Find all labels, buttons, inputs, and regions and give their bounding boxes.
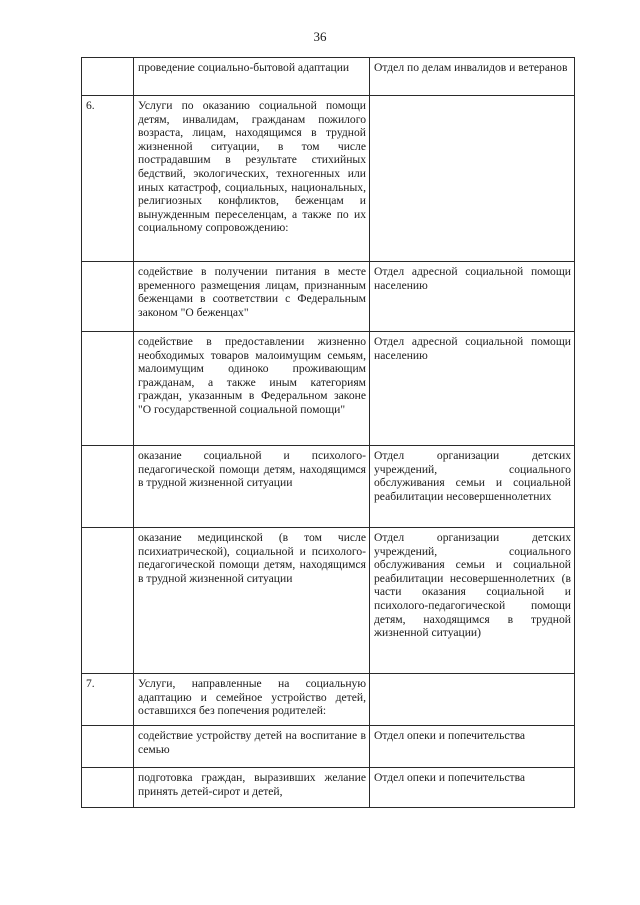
service-text: оказание медицинской (в том числе психиатрической), социальной и психолого-педагогической помощи детям, находящимся в трудной жизненной ситуации xyxy=(138,531,366,585)
table-row xyxy=(82,262,575,332)
department-cell xyxy=(370,446,575,528)
department-cell xyxy=(370,528,575,674)
row-number-cell: 7. xyxy=(82,674,134,726)
department-cell xyxy=(370,332,575,446)
row-number-cell xyxy=(82,768,134,808)
service-text: содействие в получении питания в месте временного размещения лицам, признанным беженцами в соответствии с Федеральным законом "О беженцах" xyxy=(138,265,366,319)
table-row xyxy=(82,528,575,674)
department-text: Отдел опеки и попечительства xyxy=(374,729,526,742)
department-cell xyxy=(370,768,575,808)
service-cell xyxy=(134,332,370,446)
department-text: Отдел по делам инвалидов и ветеранов xyxy=(374,61,568,74)
department-text: Отдел опеки и попечительства xyxy=(374,771,526,784)
department-text: Отдел адресной социальной помощи населению xyxy=(374,265,571,292)
department-cell xyxy=(370,262,575,332)
service-text: Услуги, направленные на социальную адаптацию и семейное устройство детей, оставшихся без попечения родителей: xyxy=(138,677,366,718)
table-row xyxy=(82,726,575,768)
row-number-cell xyxy=(82,528,134,674)
department-cell xyxy=(370,58,575,96)
service-cell xyxy=(134,768,370,808)
service-cell xyxy=(134,262,370,332)
services-table xyxy=(81,57,575,808)
service-cell xyxy=(134,674,370,726)
row-number-cell xyxy=(82,262,134,332)
service-cell xyxy=(134,726,370,768)
service-cell xyxy=(134,528,370,674)
service-cell xyxy=(134,446,370,528)
table-row xyxy=(82,446,575,528)
table-row xyxy=(82,674,575,726)
service-cell xyxy=(134,58,370,96)
row-number-cell xyxy=(82,446,134,528)
department-cell xyxy=(370,726,575,768)
service-text: содействие устройству детей на воспитание в семью xyxy=(138,729,366,756)
table-row xyxy=(82,768,575,808)
service-text: проведение социально-бытовой адаптации xyxy=(138,61,350,74)
row-number-cell xyxy=(82,332,134,446)
department-cell xyxy=(370,674,575,726)
row-number-cell xyxy=(82,726,134,768)
page-number: 36 xyxy=(313,29,327,44)
department-text: Отдел организации детских учреждений, социального обслуживания семьи и социальной реабилитации несовершеннолетних xyxy=(374,449,571,503)
row-number-cell: 6. xyxy=(82,96,134,262)
table-row xyxy=(82,96,575,262)
row-number-cell xyxy=(82,58,134,96)
department-cell xyxy=(370,96,575,262)
service-cell xyxy=(134,96,370,262)
department-text: Отдел организации детских учреждений, социального обслуживания семьи и социальной реабилитации несовершеннолетних (в части оказания социальной и психолого-педагогической помощи детям, находящимся в трудной жизненной ситуации) xyxy=(374,531,571,640)
service-text: содействие в предоставлении жизненно необходимых товаров малоимущим семьям, малоимущим одиноко проживающим гражданам, а также иным категориям граждан, указанным в Федеральном законе "О государственной социальной помощи" xyxy=(138,335,366,416)
table-row xyxy=(82,58,575,96)
service-text: Услуги по оказанию социальной помощи детям, инвалидам, гражданам пожилого возраста, лицам, находящимся в трудной жизненной ситуации, в том числе пострадавшим в результате стихийных бедствий, экологических, техногенных или иных катастроф, социальных, национальных, религиозных конфликтов, беженцам и вынужденным переселенцам, а также по их социальному сопровождению: xyxy=(138,99,366,235)
department-text: Отдел адресной социальной помощи населению xyxy=(374,335,571,362)
table-row xyxy=(82,332,575,446)
service-text: подготовка граждан, выразивших желание принять детей-сирот и детей, xyxy=(138,771,366,798)
service-text: оказание социальной и психолого-педагогической помощи детям, находящимся в трудной жизненной ситуации xyxy=(138,449,366,490)
